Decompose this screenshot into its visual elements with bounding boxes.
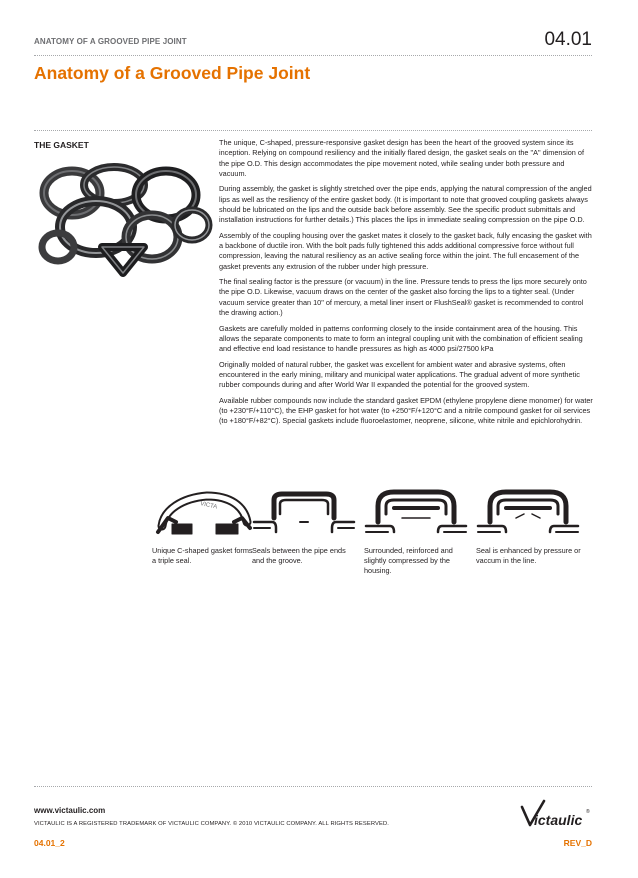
- logo-wordmark: ictaulic: [534, 812, 583, 828]
- diagram-caption: Surrounded, reinforced and slightly compressed by the housing.: [364, 546, 453, 575]
- page-title: Anatomy of a Grooved Pipe Joint: [34, 63, 311, 83]
- revision-label: REV_D: [563, 838, 592, 848]
- seal-between-pipe-ends-diagram: [252, 488, 356, 548]
- paragraph: During assembly, the gasket is slightly stretched over the pipe ends, applying the natural compression of the angled lips as well as the resiliency of the entire gasket body. (It is important to note that grooved coupling gaskets always should be lubricated on the lips and the outside back before assembly. See the specific product submittals and installation instructions for further details.) This places the lips in immediate sealing compression on the pipe O.D.: [219, 184, 592, 225]
- gaskets-photo: [34, 155, 214, 282]
- footer-divider: [34, 786, 592, 787]
- pressure-enhanced-seal-diagram: [476, 488, 580, 548]
- diagram-caption: Seals between the pipe ends and the groove.: [252, 546, 346, 565]
- paragraph: Originally molded of natural rubber, the gasket was excellent for ambient water and abrasive systems, often encountered in the early mining, military and municipal water applications. The gradual advent of more synthetic rubber compounds during and after World War II expanded the potential for the grooved system.: [219, 359, 580, 390]
- gasket-cross-section-diagram: [152, 488, 256, 548]
- header-divider: [34, 55, 592, 56]
- diagram-caption: Seal is enhanced by pressure or vaccum in the line.: [476, 546, 581, 565]
- diagram-caption: Unique C-shaped gasket forms a triple seal.: [152, 546, 253, 565]
- section-label: THE GASKET: [34, 140, 89, 150]
- paragraph: The unique, C-shaped, pressure-responsive gasket design has been the heart of the grooved system since its inception. Relying on compound resiliency and the initially flared design, the gasket seals on the "A" dimension of the pipe O.D. This design accommodates the pipe movement noted, while sealing under both pressure and vacuum.: [219, 138, 584, 179]
- victaulic-logo: [520, 799, 592, 833]
- housing-compression-diagram: [364, 488, 468, 548]
- gasket-description: [219, 138, 594, 432]
- running-title: ANATOMY OF A GROOVED PIPE JOINT: [34, 37, 187, 46]
- gasket-stamp: VICTA: [199, 501, 218, 511]
- paragraph: Available rubber compounds now include the standard gasket EPDM (ethylene propylene diene monomer) for water (to +230°F/+110°C), the EHP gasket for hot water (to +250°F/+120°C and a nitrile compound gasket for oil services (to +180°F/+82°C). Special gaskets include fluoroelastomer, neoprene, silicone, white nitrile and epichlorohydrin.: [219, 395, 593, 426]
- section-number: 04.01: [544, 29, 592, 50]
- website-link[interactable]: www.victaulic.com: [34, 806, 106, 815]
- page-code: 04.01_2: [34, 838, 65, 848]
- paragraph: Assembly of the coupling housing over the gasket mates it closely to the gasket back, fully encasing the gasket with a backbone of ductile iron. With the bolt pads fully tightened this adds additional compressive force without full compression, leaving the natural resiliency as an active sealing force within the joint. The full encasement of the gasket prevents any extrusion of the rubber under high pressure.: [219, 230, 592, 271]
- section-divider: [34, 130, 592, 131]
- paragraph: Gaskets are carefully molded in patterns conforming closely to the inside containment area of the housing. This allows the separate components to mate to form an integral coupling unit with the combination of efficient sealing and effective end load resistance to handle pressures as high as 4000 psi/27500 kPa: [219, 323, 583, 354]
- legal-notice: VICTAULIC IS A REGISTERED TRADEMARK OF VICTAULIC COMPANY. © 2010 VICTAULIC COMPANY. ALL RIGHTS RESERVED.: [34, 821, 389, 827]
- registered-mark: ®: [586, 809, 590, 815]
- paragraph: The final sealing factor is the pressure (or vacuum) in the line. Pressure tends to press the lips more securely onto the pipe O.D. Likewise, vacuum draws on the center of the gasket also forcing the lips to a tighter seal. (Under vacuum service greater than 10" of mercury, a metal liner insert or FlushSeal® gasket is recommended to control the drawing action.): [219, 277, 587, 318]
